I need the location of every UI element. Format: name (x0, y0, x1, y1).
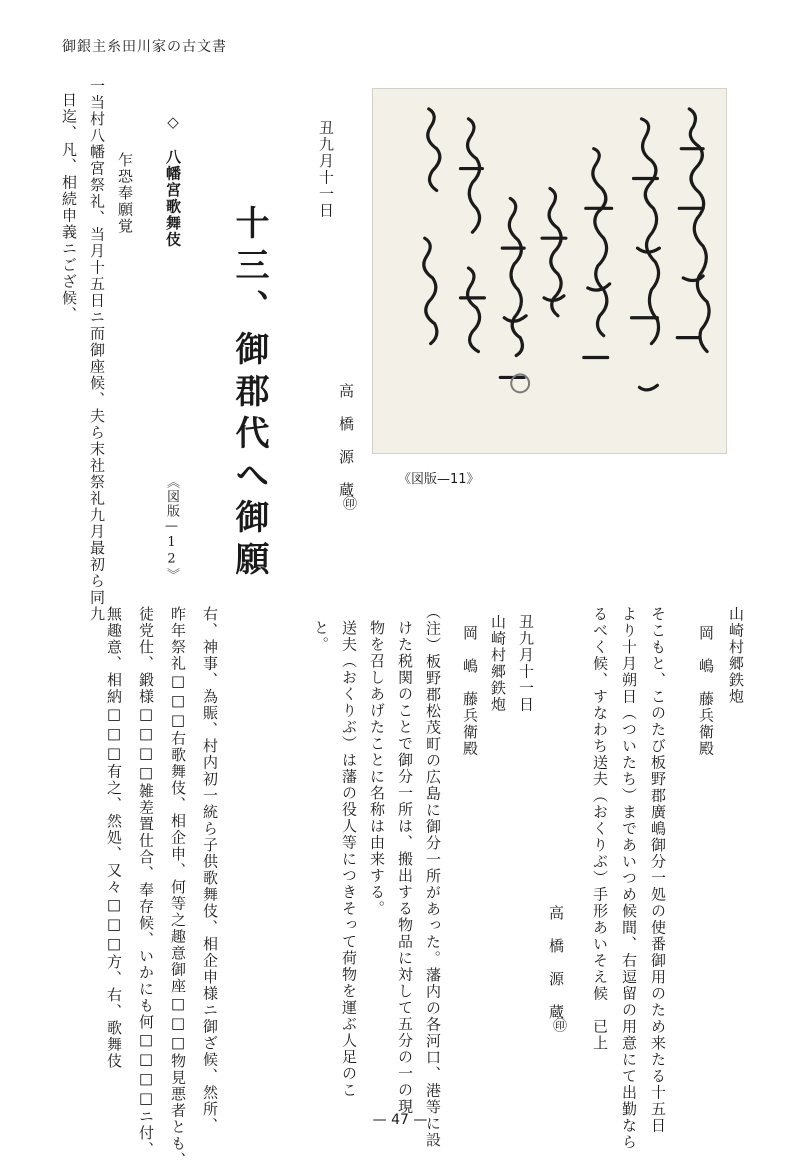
letter-body-line: より十月朔日（ついたち）まであいつめ候間、右逗留の用意にて出勤なら (620, 606, 638, 1151)
request-text-line: 一当村八幡宮祭礼、当月十五日ニ而御座候、夫ら末社祭礼九月最初ら同九 (88, 78, 106, 623)
letter-body-line: るべく候、すなわち送夫（おくりぶ）手形あいそえ候 已上 (591, 606, 609, 1052)
request-heading: 乍恐奉願覚 (116, 152, 134, 235)
running-head: 御銀主糸田川家の古文書 (62, 39, 227, 55)
page-number: — 47 — (372, 1112, 428, 1128)
item-title: ◇ 八幡宮歌舞伎 (164, 113, 182, 248)
photo-signer: 高 橋 源 蔵 (337, 383, 355, 499)
letter-addressee: 岡 嶋 藤兵衛殿 (461, 625, 479, 757)
request-text-line: 右、神事、為賑、村内初一統ら子供歌舞伎、相企申様ニ御ざ候、然所、 (201, 606, 219, 1134)
request-text-line: 昨年祭礼□□□右歌舞伎、相企申、何等之趣意御座□□□物見悪者とも、 (169, 606, 187, 1169)
letter-address: 山崎村郷鉄炮 (727, 606, 745, 705)
letter-address: 山崎村郷鉄炮 (489, 614, 507, 713)
letter-seal: ㊞ (551, 1018, 567, 1032)
section-title: 十三、御郡代へ御願 (229, 205, 269, 583)
item-figure-reference: 《図版—12》 (164, 475, 179, 583)
note-line: と。 (312, 620, 330, 653)
note-line: （注）板野郡松茂町の広島に御分一所があった。藩内の各河口、港等に設 (424, 604, 442, 1149)
letter-signer: 高 橋 源 蔵 (547, 905, 565, 1021)
photo-date: 丑九月十一日 (317, 120, 335, 219)
request-text-line: 徒党仕、鍛様□□□□雑差置仕合、奉存候、いかにも何□□□□ニ付、 (137, 606, 155, 1158)
request-text-line: 無趣意、相納□□□有之、然処、又々□□□方、右、歌舞伎 (105, 606, 123, 1070)
letter-date: 丑九月十一日 (517, 614, 535, 713)
letter-body-line: そこもと、このたび板野郡廣嶋御分一処の使番御用のため来たる十五日 (649, 606, 667, 1134)
note-line: 物を召しあげたことに名称は由来する。 (368, 620, 386, 917)
letter-addressee: 岡 嶋 藤兵衛殿 (697, 625, 715, 757)
handwritten-document-photo (372, 88, 727, 454)
note-line: けた税関のことで御分一所は、搬出する物品に対して五分の一の現 (396, 620, 414, 1115)
photo-seal: ㊞ (341, 496, 357, 510)
note-line: 送夫（おくりぶ）は藩の役人等につきそって荷物を運ぶ人足のこ (340, 620, 358, 1099)
request-text-line: 日迄、凡、相続申義ニござ候、 (60, 92, 78, 323)
photo-caption: 《図版—11》 (398, 472, 480, 487)
